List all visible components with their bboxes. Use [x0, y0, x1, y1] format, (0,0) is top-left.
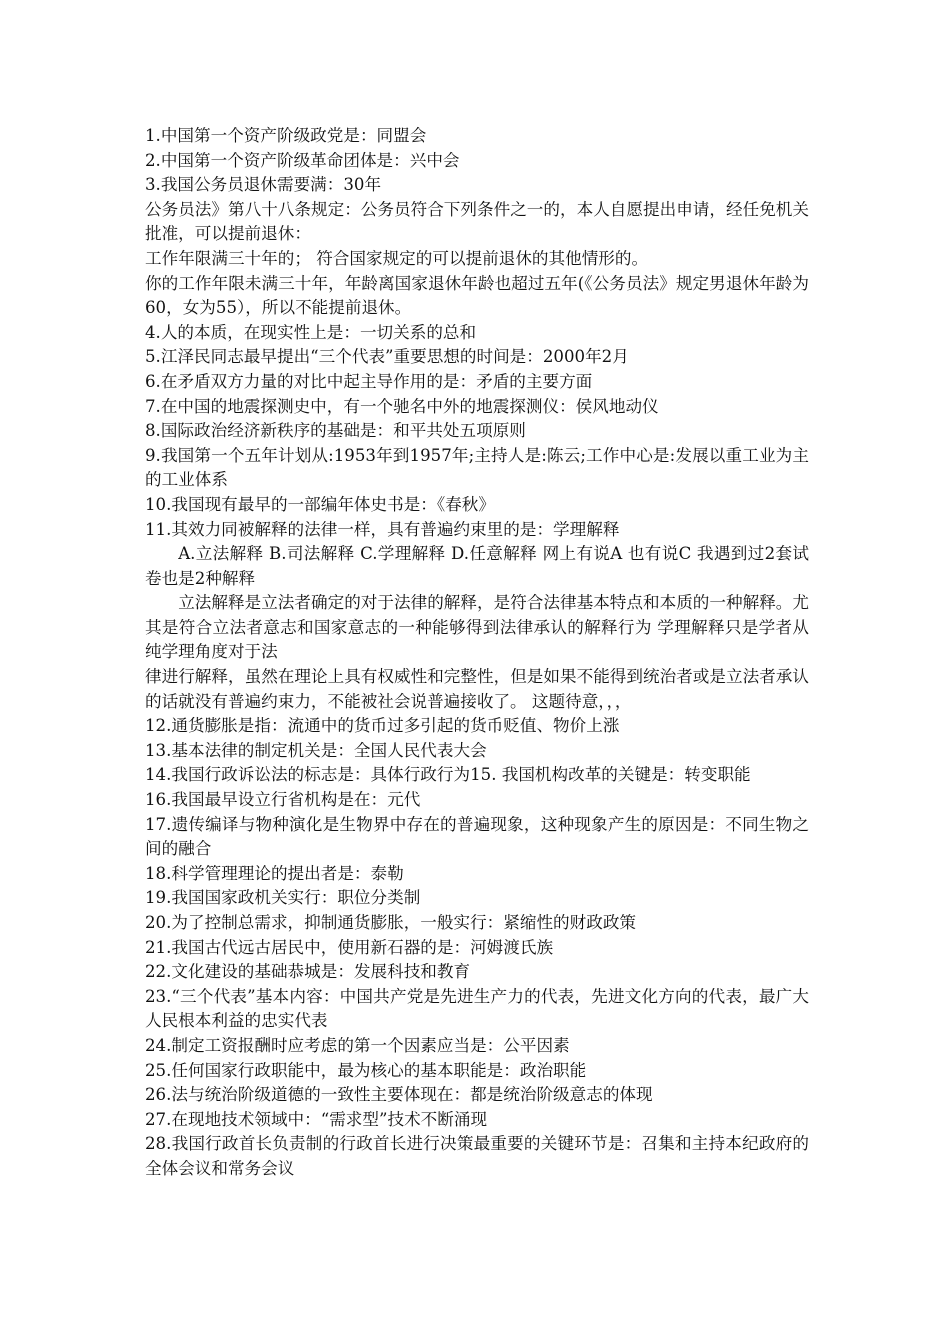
paragraph-9: 9.我国第一个五年计划从:1953年到1957年;主持人是:陈云;工作中心是:发展以重工业为主的工业体系: [145, 445, 809, 490]
paragraph-26: 26.法与统治阶级道德的一致性主要体现在：都是统治阶级意志的体现: [145, 1085, 653, 1105]
paragraph-27: 27.在现地技术领域中：“需求型”技术不断涌现: [145, 1109, 488, 1129]
paragraph-19: 19.我国国家政机关实行：职位分类制: [145, 888, 421, 908]
paragraph-1: 1.中国第一个资产阶级政党是：同盟会: [145, 126, 427, 145]
paragraph-14-15: 14.我国行政诉讼法的标志是：具体行政行为15. 我国机构改革的关键是：转变职能: [145, 765, 751, 785]
paragraph-21: 21.我国古代远古居民中，使用新石器的是：河姆渡氏族: [145, 937, 554, 957]
paragraph-22: 22.文化建设的基础恭城是：发展科技和教育: [145, 962, 471, 982]
paragraph-4: 4.人的本质，在现实性上是：一切关系的总和: [145, 322, 477, 342]
paragraph-3-note-c: 你的工作年限未满三十年，年龄离国家退休年龄也超过五年(《公务员法》规定男退休年龄为60，女为55），所以不能提前退休。: [145, 273, 809, 318]
paragraph-3-note-b: 工作年限满三十年的； 符合国家规定的可以提前退休的其他情形的。: [145, 248, 649, 268]
paragraph-24: 24.制定工资报酬时应考虑的第一个因素应当是：公平因素: [145, 1035, 570, 1055]
paragraph-20: 20.为了控制总需求，抑制通货膨胀，一般实行：紧缩性的财政政策: [145, 913, 637, 932]
paragraph-23: 23.“三个代表”基本内容：中国共产党是先进生产力的代表，先进文化方向的代表，最广大人民根本利益的忠实代表: [145, 986, 809, 1031]
paragraph-11: 11.其效力同被解释的法律一样，具有普遍约束里的是：学理解释: [145, 519, 620, 539]
paragraph-17: 17.遗传编译与物种演化是生物界中存在的普遍现象，这种现象产生的原因是：不同生物之间的融合: [145, 814, 809, 859]
paragraph-13: 13.基本法律的制定机关是：全国人民代表大会: [145, 740, 487, 760]
paragraph-25: 25.任何国家行政职能中，最为核心的基本职能是：政治职能: [145, 1060, 587, 1080]
document-body: [145, 124, 809, 1182]
paragraph-12: 12.通货膨胀是指：流通中的货币过多引起的货币贬值、物价上涨: [145, 716, 620, 736]
paragraph-11-note-a: 立法解释是立法者确定的对于法律的解释，是符合法律基本特点和本质的一种解释。尤其是符合立法者意志和国家意志的一种能够得到法律承认的解释行为 学理解释只是学者从纯学理角度对于法: [145, 593, 809, 662]
paragraph-3-note-a: 公务员法》第八十八条规定：公务员符合下列条件之一的，本人自愿提出申请，经任免机关批准，可以提前退休：: [145, 199, 809, 244]
paragraph-11-options: A.立法解释 B.司法解释 C.学理解释 D.任意解释 网上有说A 也有说C 我遇到过2套试卷也是2种解释: [145, 544, 809, 588]
paragraph-11-note-b: 律进行解释，虽然在理论上具有权威性和完整性，但是如果不能得到统治者或是立法者承认的话就没有普遍约束力，不能被社会说普遍接收了。 这题待意，，，: [145, 667, 809, 711]
paragraph-28: 28.我国行政首长负责制的行政首长进行决策最重要的关键环节是：召集和主持本纪政府的全体会议和常务会议: [145, 1134, 809, 1178]
paragraph-7: 7.在中国的地震探测史中，有一个驰名中外的地震探测仪：侯风地动仪: [145, 396, 659, 416]
paragraph-6: 6.在矛盾双方力量的对比中起主导作用的是：矛盾的主要方面: [145, 371, 593, 391]
paragraph-18: 18.科学管理理论的提出者是：泰勒: [145, 863, 404, 883]
paragraph-3: 3.我国公务员退休需要满：30年: [145, 175, 382, 195]
paragraph-10: 10.我国现有最早的一部编年体史书是：《春秋》: [145, 494, 495, 514]
paragraph-16: 16.我国最早设立行省机构是在：元代: [145, 790, 421, 810]
paragraph-5: 5.江泽民同志最早提出“三个代表”重要思想的时间是：2000年2月: [145, 347, 629, 367]
paragraph-2: 2.中国第一个资产阶级革命团体是：兴中会: [145, 150, 460, 170]
paragraph-8: 8.国际政治经济新秩序的基础是：和平共处五项原则: [145, 421, 526, 441]
